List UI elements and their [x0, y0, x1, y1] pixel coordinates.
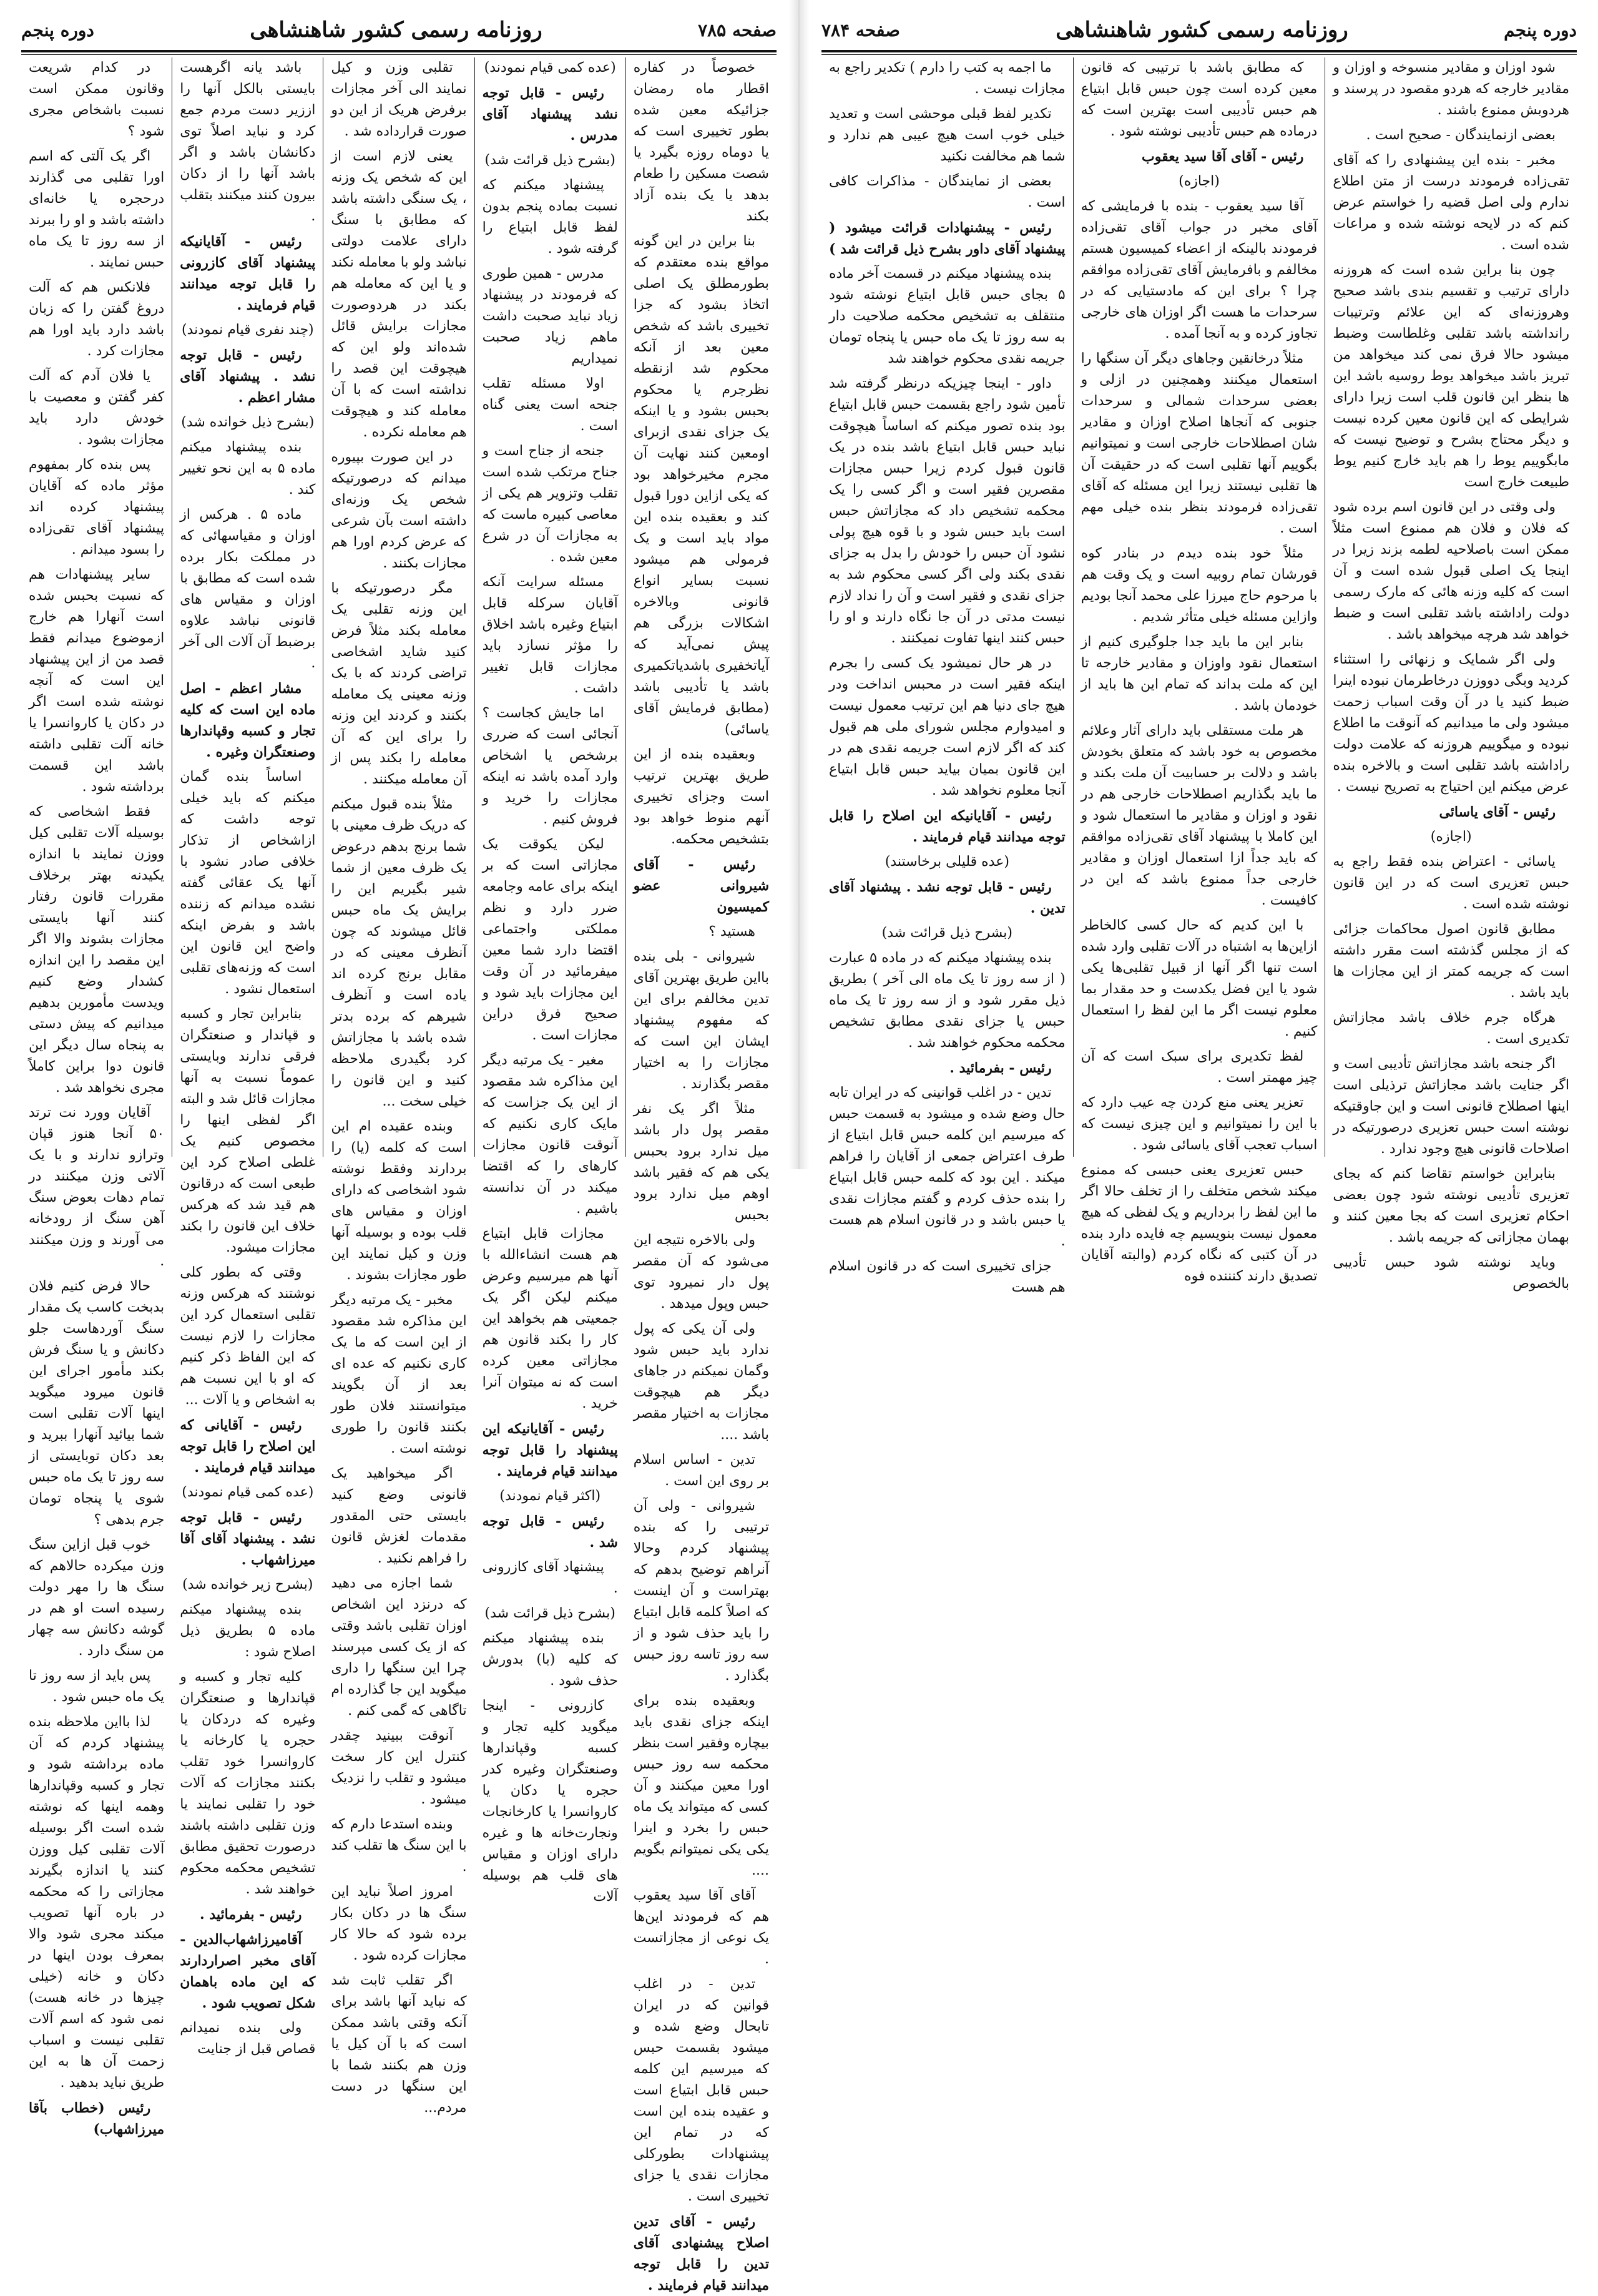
speaker-paragraph: رئیس - آقایانی که این اصلاح را قابل توجه میدانند قیام فرمایند .: [180, 1417, 316, 1476]
text-paragraph: یا فلان آدم که آلت کفر گفتن و معصیت با خودش دارد باید مجازات بشود .: [28, 368, 165, 448]
speaker-paragraph: رئیس - آقایانیکه این پیشنهاد را قابل توجه میدانند قیام فرمایند .: [482, 1421, 618, 1479]
speaker-paragraph: رئیس - آقای تدین اصلاح پیشنهادی آقای تدین را قابل توجه میدانند قیام فرمایند .: [633, 2214, 769, 2294]
stage-note: (چند نفری قیام نمودند): [181, 322, 314, 338]
text-paragraph: با این کدیم که حال کسی کالخاطر ازاین‌ها به اشتباه در آلات تقلبی وارد شده است تنها اگر آنها از قبیل تقلبی‌ها یکی شود یا این فضل یکدست و حد مقدار بما معلوم نیست اگر ما این لفظ را استعمال کنیم .: [1081, 918, 1318, 1039]
left-header-rule-thin: [21, 54, 777, 55]
text-paragraph: مثلاً درخانقین وجاهای دیگر آن سنگها را استعمال میکنند وهمچنین در ازلی و بعضی سرحدات شمالی و سرحدات جنوبی که آنجاها اصلاح اوزان و مقادیر شان اصطلاحات خارجی است و نمیتوانیم بگوییم آنها تقلبی است که در حقیقت آن ها تقلبی نیستند زیرا این مسئله که آقای تقی‌زاده فرمودند بنظر بنده خیلی مهم است .: [1081, 351, 1318, 536]
right-page-column-3: [821, 57, 1073, 1295]
stage-note: (اجازه): [1179, 174, 1220, 189]
text-paragraph: داور - اینجا چیزیکه درنظر گرفته شد تأمین شود راجع بقسمت حبس قابل ابتیاع بود بنده تصور میکنم که اساساً هیچوقت نباید حبس قابل ابتیاع باشد بنده در یک قانون قبول کردم زیرا حبس مجازات مقصرین فقیر است و اگر کسی را یک محکمه تشخیص داد که مجازاتش حبس است باید حبس شود و با قوه هیچ پولی نشود آن حبس را خودش را بدل به جزای نقدی بکند ولی اگر کسی محکوم شد به جزای نقدی و فقیر است و آن را نداد لازم نیست مدتی در آن جا نگاه دارند و او را حبس کنند اینها تفاوت نمیکنند .: [828, 376, 1066, 646]
text-paragraph: بنده پیشنهاد میکنم ماده ۵ بطریق ذیل اصلاح شود :: [180, 1602, 316, 1660]
text-paragraph: اگر یک آلتی که اسم اورا تقلبی می گذارند درحجره یا خانه‌ای داشته باشد و او را ببرند از سه روز تا یک ماه حبس نمایند .: [28, 149, 165, 270]
text-paragraph: که مطابق باشد با ترتیبی که قانون معین کرده است چون حبس قابل ابتیاع هم حبس تأدیبی است بهترین است که درماده هم حبس تأدیبی نوشته شود .: [1081, 60, 1318, 139]
text-paragraph: مدرس - همین طوری که فرمودند در پیشنهاد زیاد نباید صحبت داشت ماهم زیاد صحبت نمیداریم: [482, 266, 618, 366]
text-paragraph: آقایان وورد نت ترتد ۵۰ آنجا هنوز قپان وترازو ندارند و با یک آلاتی وزن میکنند در تمام دهات بعوض سنگ آهن سنگ از رودخانه می آورند و وزن میکنند .: [28, 1105, 165, 1269]
text-paragraph: خوب قبل ازاین سنگ وزن میکرده حالاهم که سنگ ها را مهر دولت رسیده است او هم در گوشه دکانش سه چهار من سنگ دارد .: [28, 1537, 165, 1659]
text-paragraph: پس باید از سه روز تا یک ماه حبس شود .: [28, 1668, 165, 1705]
text-paragraph: وبعقیده بنده از این طریق بهترین ترتیب است وجزای تخییری آنهم منوط خواهد بود بتشخیص محکمه.: [633, 747, 769, 847]
left-page-column-3: [323, 57, 474, 2116]
text-paragraph: آنوقت ببینید چقدر کنترل این کار سخت میشود و تقلب را نزدیک میشود .: [331, 1728, 467, 1807]
text-paragraph: ولی وقتی در این قانون اسم برده شود که فلان و فلان هم ممنوع است مثلاً ممکن است باصلاحیه لطمه بزند زیرا در اینجا یک اصلی قبول شده است و آن است که کلیه وزنه هائی که مارک رسمی دولت راداشته باشد تقلبی است و ضبط خواهد شد هرچه میخواهد باشد .: [1333, 499, 1569, 642]
text-paragraph: اولا مسئله تقلب جنحه است یعنی گناه است .: [482, 376, 618, 434]
right-columns: [821, 57, 1577, 1295]
speaker-paragraph: رئیس - آقایانیکه پیشنهاد آقای کازرونی را قابل توجه میدانند قیام فرمایند .: [180, 233, 316, 313]
text-paragraph: مسئله سرایت آنکه آقایان سرکله قابل ابتیاع وغیره باشد اخلاق را مؤثر نسازد باید مجازات قابل تغییر داشت .: [482, 574, 618, 696]
text-paragraph: اگر میخواهید یک قانونی وضع کنید بایستی حتی المقدور مقدمات لغزش قانون را فراهم نکنید .: [331, 1466, 467, 1566]
speaker-paragraph: رئیس - قابل توجه شد .: [482, 1513, 618, 1551]
text-paragraph: ولی بالاخره نتیجه این می‌شود که آن مقصر پول دار نمیرود توی حبس وپول میدهد .: [633, 1232, 769, 1312]
text-paragraph: اگر جنحه باشد مجازاتش تأدیبی است و اگر جنایت باشد مجازاتش ترذیلی است اینها اصطلاح قانونی است و این جاوقتیکه نوشته است حبس تعزیری درصورتیکه در اصلاحات قانونی هیچ وجود ندارد .: [1333, 1056, 1569, 1157]
text-paragraph: جزای تخییری است که در قانون اسلام هم هست: [828, 1258, 1066, 1295]
text-paragraph: شود اوزان و مقادیر منسوخه و اوزان و مقادیر خارجه که هردو مقصود در پرسند و هردوبش ممنوع باشند .: [1333, 60, 1569, 118]
speaker-paragraph: آقامیرزاشهاب‌الدین - آقای مخبر اصراردارند که این ماده باهمان شکل تصویب شود .: [180, 1931, 316, 2011]
text-paragraph: در کدام شریعت وقانون ممکن است نسبت باشخاص مجری شود ؟: [28, 60, 165, 139]
text-paragraph: بنده پیشنهاد میکنم در قسمت آخر ماده ۵ بجای حبس قابل ابتیاع نوشته شود منتقلف به تشخیص محکمه صلاحیت دار به سه روز تا یک ماه حبس یا پنجاه تومان جریمه نقدی محکوم خواهند شد: [828, 266, 1066, 366]
text-paragraph: پیشنهاد میکنم که نسبت بماده پنجم بدون لفظ قابل ابتیاع را گرفته شود .: [482, 177, 618, 257]
left-header-rule: [21, 50, 777, 52]
text-paragraph: هر ملت مستقلی باید دارای آثار وعلائم مخصوص به خود باشد که متعلق بخودش باشد و دلالت بر حسابیت آن ملت بکند و ما باید بگذاریم اصطلاحات خارجی هم در نقود و اوزان و مقادیر ما استعمال شود و این کاملا با پیشنهاد آقای تقی‌زاده موافقم که باید جداً ازا استعمال اوزان و مقادیر خارجی جداً ممنوع باشد که این در کافیست .: [1081, 723, 1318, 908]
text-paragraph: تدین - در اغلب قوانینی که در ایران تابه حال وضع شده و میشود به قسمت حبس که میرسیم این کلمه حبس قابل ابتیاع از طرف اعتراض جمعی از آقایان را فراهم میکند . این بود که کلمه حبس قابل ابتیاع را بنده حذف کردم و گفتم مجازات نقدی یا حبس باشد و در قانون اسلام هم هست .: [828, 1085, 1066, 1249]
speaker-paragraph: رئیس - آقایانیکه این اصلاح را قابل توجه میدانند قیام فرمایند .: [828, 808, 1066, 845]
text-paragraph: هستید ؟: [708, 924, 755, 939]
stage-note: (عده کمی قیام نمودند): [182, 1484, 314, 1500]
text-paragraph: پس بنده کار بمفهوم مؤثر ماده که آقایان پیشنهاد کرده اند پیشنهاد آقای تقی‌زاده را بسود میدانم .: [28, 457, 165, 557]
text-paragraph: در هر حال نمیشود یک کسی را بجرم اینکه فقیر است در محبس انداخت ودر هیچ جای دنیا هم این ترتیب معمول نیست و امیدوارم مجلس شورای ملی هم قبول کند که اگر لازم است جریمه نقدی هم در این قانون بمیان بیاید حبس قابل ابتیاع آنجا معلوم نخواهد شد .: [828, 655, 1066, 798]
text-paragraph: سایر پیشنهادات هم که نسبت بحبس شده است آنهارا هم خارج ازموضوع میدانم فقط قصد من از این پیشنهاد این است که آنچه نوشته شده است اگر در دکان یا کاروانسرا یا خانه آلت تقلبی داشته باشد این قسمت برداشته شود .: [28, 567, 165, 795]
text-paragraph: شیروانی - ولی آن ترتیبی را که بنده پیشنهاد کردم وحالا آنراهم توضیح بدهم که بهتراست و آن اینست که اصلاً کلمه قابل ابتیاع را باید حذف شود و از سه روز تاسه روز حبس بگذارد .: [633, 1498, 769, 1684]
text-paragraph: تعزیر یعنی منع کردن چه عیب دارد که با این را نمیتوانیم و این چیزی نیست که اسباب تعجب آقای یاسائی شود .: [1081, 1095, 1318, 1153]
text-paragraph: تدین - اساس اسلام بر روی این است .: [633, 1452, 769, 1489]
right-page-column-2: [1073, 57, 1325, 1284]
text-paragraph: بنا براین در این گونه مواقع بنده معتقدم که بطورمطلق یک اصلی اتخاذ بشود که جزا تخییری باشد که شخص معین بعد از آنکه محکوم شد ازنقطه نظرجرم یا محکوم بحبس بشود و یا اینکه یک جزای نقدی ازبرای اومعین کنند نهایت آن مجرم مخیرخواهد بود که یکی ازاین دورا قبول کند و بعقیده بنده این مواد باید است و یک فرمولی هم میشود نسبت بسایر انواع قانونی وبالاخره اشکالات بزرگی هم پیش نمی‌آید که آیاتخفیری باشدیاتکمیری باشد یا تأدیبی باشد (مطابق فرمایش آقای یاسائی): [633, 233, 769, 737]
speaker-paragraph: رئیس - بفرمائید .: [949, 1060, 1052, 1076]
text-paragraph: بنابر این ما باید جدا جلوگیری کنیم از استعمال نقود واوزان و مقادیر خارجه تا این که ملت بداند که تمام این ها باید از خودمان باشد .: [1081, 634, 1318, 714]
right-page-column-1: [1325, 57, 1577, 1292]
book-gutter: [789, 0, 809, 1169]
text-paragraph: مخبر - یک مرتبه دیگر این مذاکره شد مقصود از این است که ما یک کاری نکنیم که عده ای بعد از آن بگویند میتوانستند فلان طور بکنند قانون را طوری نوشته است .: [331, 1292, 467, 1456]
text-paragraph: وبعقیده بنده برای اینکه جزای نقدی باید بیچاره وفقیر است بنظر محکمه سه روز حبس اورا معین میکنند و آن کسی که میتواند یک ماه حبس را بخرد و اینرا یکی یکی نمیتوانم بگویم ....: [633, 1693, 769, 1878]
right-page-number: صفحه ۷۸۴: [821, 19, 900, 41]
text-paragraph: فلانکس هم که آلت دروغ گفتن را که زبان باشد دارد باید اورا هم مجازات کرد .: [28, 280, 165, 359]
speaker-paragraph: رئیس - قابل توجه نشد . پیشنهاد آقای آقا میرزاشهاب .: [180, 1509, 316, 1568]
text-paragraph: خصوصاً در کفاره اقطار ماه رمضان جزائیکه معین شده بطور تخییری است که یا دوماه روزه بگیرد یا شصت مسکین را طعام بدهد یا یک بنده آزاد بکند: [633, 60, 769, 224]
stage-note: (اکثر قیام نمودند): [499, 1488, 601, 1504]
text-paragraph: یعنی لازم است از این که شخص یک وزنه ، یک سنگی داشته باشد که مطابق با سنگ دارای علامت دولتی نباشد ولو با معامله نکند و یا این که معامله هم بکند در هردوصورت مجازات برایش قائل شده‌اند ولو این که هیچوقت این قصد را نداشته است که با آن معامله کند و هیچوقت هم معامله نکرده .: [331, 149, 467, 440]
text-paragraph: تقلبی وزن و کیل نمایند الی آخر مجازات برفرض هریک از این دو صورت قرارداده شد .: [331, 60, 467, 139]
text-paragraph: کازرونی - اینجا میگوید کلیه تجار و کسبه وقپاندارها وصنعتگران وغیره کدر حجره یا دکان یا کاروانسرا یا کارخانجات ونجارت‌خانه ها و غیره دارای اوزان و مقیاس های قلب هم بوسیله آلات: [482, 1698, 618, 1905]
text-paragraph: چون بنا براین شده است که هروزنه دارای ترتیب و تقسیم بندی باشد صحیح وهروزنه‌ای که این علائم وترتیبات رانداشته باشد تقلبی وغلطاست وضبط میشود حالا فرق نمی کند میخواهد من تبریز باشد میخواهد یوط روسیه باشد این ها بنظر این قانون قلب است زیرا دارای شرایطی که این قانون معین کرده نیست و دیگر محتاج بشرح و توضیح نیست که مابگوییم یوط را هم باید خارج کنیم یوط طبیعت خارج است: [1333, 262, 1569, 490]
text-paragraph: بنده پیشنهاد میکنم که در ماده ۵ عبارت ( از سه روز تا یک ماه الی آخر ) بطریق ذیل مقرر شود و از سه روز تا یک ماه حبس یا جزای نقدی مطابق تشخیص محکمه محکوم خواهند شد .: [828, 950, 1066, 1051]
speaker-paragraph: رئیس - پیشنهادات قرائت میشود ( پیشنهاد آقای داور بشرح ذیل قرائت شد ): [828, 220, 1066, 257]
text-paragraph: بعضی ازنمایندگان - صحیح است .: [1366, 127, 1556, 143]
left-page-column-1: [625, 57, 777, 2294]
left-page-number: صفحه ۷۸۵: [698, 19, 777, 41]
text-paragraph: وباید نوشته شود حبس تأدیبی بالخصوص: [1333, 1255, 1569, 1292]
text-paragraph: ولی اگر شمایک و زنهائی را استثناء کردید وبگی دووزن درخاطرمان نبوده اینرا ضبط کنید یا در آن وقت اسباب زحمت میشود ولی ما میدانیم که آنوقت ما اطلاع نبوده و میگوییم هروزنه که علامت دولت راداشته باشد تقلبی است و بالاخره بنده عرض میکنم این احتیاج به تصریح نیست .: [1333, 652, 1569, 795]
speaker-paragraph: رئیس - بفرمائید .: [200, 1906, 302, 1923]
text-paragraph: یاسائی - اعتراض بنده فقط راجع به حبس تعزیری است که در این قانون نوشته شده است .: [1333, 854, 1569, 912]
text-paragraph: فقط اشخاصی که بوسیله آلات تقلبی کیل ووزن نمایند با اندازه یکیدنه بهتر برخلاف مقررات قانون رفتار کنند آنها بایستی مجازات بشوند والا اگر این مقصد را این اندازه کشدار وضع کنیم ویدست مأمورین بدهیم میدانیم که پیش دستی به پنجاه سال دیگر این قانون دوا براین کاملاً مجری نخواهد شد .: [28, 804, 165, 1096]
text-paragraph: اگر تقلب ثابت شد که نباید آنها باشد برای آنکه وقتی باشد ممکن است که با آن کیل یا وزن هم بکنند شما با این سنگها در دست مردم...: [331, 1973, 467, 2116]
stage-note: (عده کمی قیام نمودند): [484, 60, 616, 76]
stage-note: (عده قلیلی برخاستند): [885, 854, 1009, 870]
speaker-paragraph: رئیس - قابل توجه نشد . پیشنهاد آقای مشار اعظم .: [180, 347, 316, 406]
left-page-column-5: [21, 57, 172, 2137]
text-paragraph: وبنده عقیده ام این است که کلمه (یا) را بردارند وفقط نوشته شود اشخاصی که دارای اوزان و مقیاس های قلب بوده و بوسیله آنها وزن و کیل نمایند این طور مجازات بشوند .: [331, 1119, 467, 1283]
text-paragraph: آقای آقا سید یعقوب هم که فرمودند این‌ها یک نوعی از مجازاتست .: [633, 1888, 769, 1967]
text-paragraph: مغیر - یک مرتبه دیگر این مذاکره شد مقصود از این یک جزاست که مایک کاری نکنیم که آنوقت قانون مجازات کارهای را که اقتضا میکند در آن ندانسته باشیم .: [482, 1052, 618, 1217]
text-paragraph: پیشنهاد آقای کازرونی .: [482, 1559, 618, 1596]
left-page-column-4: [172, 57, 323, 2057]
stage-note: (بشرح ذیل قرائت شد): [484, 1606, 615, 1621]
speaker-paragraph: رئیس - آقای آقا سید یعقوب: [1142, 149, 1304, 165]
stage-note: (اجازه): [1430, 829, 1472, 845]
stage-note: (بشرح ذیل قرائت شد): [881, 925, 1012, 941]
stage-note: (بشرح ذیل خوانده شد): [181, 415, 315, 430]
text-paragraph: مخبر - بنده این پیشنهادی را که آقای تقی‌زاده فرمودند درست از متن اطلاع ندارم ولی اصل قضیه را خواستم عرض کنم که در لایحه نوشته شده و مراعات شده است .: [1333, 152, 1570, 253]
left-masthead: [21, 11, 777, 49]
text-paragraph: حالا فرض کنیم فلان بدبخت کاسب یک مقدار سنگ آوردهاست جلو دکانش و یا سنگ فرش بکند مأمور اجرای این قانون میرود میگوید اینها آلات تقلبی است شما بیائید آنهارا ببرید و بعد دکان توبایستی از سه روز تا یک ماه حبس شوی یا پنجاه تومان جرم بدهی ؟: [28, 1278, 165, 1528]
text-paragraph: تکدیر لفظ قبلی موحشی است و تعدید خیلی خوب است هیچ عیبی هم ندارد و شما هم مخالفت نکنید: [828, 106, 1066, 164]
text-paragraph: بعضی از نمایندگان - مذاکرات کافی است .: [828, 174, 1066, 210]
left-page-column-2: [474, 57, 625, 1905]
text-paragraph: ولی آن یکی که پول ندارد باید حبس شود وگمان نمیکنم در جاهای دیگر هم هیچوقت مجازات به اختیار مقصر باشد ....: [633, 1321, 769, 1443]
text-paragraph: بنده پیشنهاد میکنم که کلیه (با) بدورش حذف شود .: [482, 1631, 618, 1689]
text-paragraph: اما جایش کجاست ؟ آنجائی است که ضرری برشخص یا اشخاص وارد آمده باشد نه اینکه مجازات را خرید و فروش کنیم .: [482, 705, 618, 827]
text-paragraph: بنابراین تجار و کسبه و قپاندار و صنعتگران فرقی ندارند وبایستی عموماً نسبت به آنها مجازات قائل شد و البته اگر لفظی اینها را مخصوص کنیم یک غلطی اصلاح کرد این طبعی است که درقانون هم قید شد که هرکس خلاف این قانون را بکند مجازات میشود.: [180, 1006, 316, 1255]
text-paragraph: باشد یانه اگرهست بایستی بالکل آنها را اززیر دست مردم جمع کرد و نباید اصلاً توی دکانشان باشد و اگر باشد آنها را از دکان بیرون کنند میکنند بتقلب .: [180, 60, 316, 224]
text-paragraph: هرگاه جرم خلاف باشد مجازاتش تکدیری است .: [1333, 1010, 1569, 1047]
text-paragraph: وبنده استدعا دارم که با این سنگ ها تقلب کند .: [331, 1817, 467, 1875]
text-paragraph: بنابراین خواستم تقاضا کنم که بجای تعزیری تأدیبی نوشته شود چون بعضی احکام تعزیری است که بجا معین کنند و بهمان مجازاتی که جریمه باشد .: [1333, 1166, 1569, 1245]
text-paragraph: لفظ تکدیری برای سبک است که آن چیز مهمتر است .: [1081, 1049, 1318, 1086]
text-paragraph: آقا سید یعقوب - بنده با فرمایشی که آقای مخبر در جواب آقای تقی‌زاده فرمودند بالینکه از اعضاء کمیسیون هستم مخالفم و بافرمایش آقای تقی‌زاده موافقم چرا ؟ برای این که مادستیایی که در سرحدات ما هست اگر اوزان های خارجی تجاوز کرده و به آنجا آمده .: [1081, 199, 1318, 341]
text-paragraph: وقتی که بطور کلی نوشتند که هرکس وزنه تقلبی استعمال کرد این مجازات را لازم نیست که این الفاظ ذکر کنیم که او با این نسبت هم به اشخاص و یا آلات ...: [180, 1265, 316, 1408]
speaker-paragraph: مشار اعظم - اصل ماده این است که کلیه تجار و کسبه وقپاندارها وصنعتگران وغیره .: [180, 680, 316, 760]
speaker-paragraph: رئیس (خطاب بآقا میرزاشهاب): [28, 2100, 165, 2137]
right-masthead: [821, 11, 1577, 49]
text-paragraph: مگر درصورتیکه با این وزنه تقلبی یک معامله بکند مثلاً فرض کنید شاید اشخاصی تراضی کردند که با یک وزنه معینی یک معامله بکنند و کردند این وزنه را برای این که آن معامله را بکند پس از آن معامله میکنند .: [331, 581, 467, 787]
text-paragraph: مثلاً بنده قبول میکنم که دریک ظرف معینی با شما برنج بدهم درعوض یک ظرف معین از شما شیر بگیریم این را برایش یک ماه حبس قائل میشوند که چون آنظرف معینی که در مقابل برنج کرده اند یاده است و آنظرف شیرهم که برده بدتر شده باشد با مجازاتش کرد بگیدری ملاحظه کنید و این قانون را خیلی سخت ...: [331, 797, 467, 1109]
text-paragraph: جنحه از جناح است و جناح مرتکب شده است تقلب وتزویر هم یکی از معاصی کبیره ماست که به مجازات آن در شرع معین شده .: [482, 443, 618, 565]
text-paragraph: تدین - در اغلب قوانین که در ایران تابحال وضع شده و میشود بقسمت حبس که میرسیم این کلمه حبس قابل ابتیاع است و عقیده بنده این است که در تمام این پیشنهادات بطورکلی مجازات نقدی یا جزای تخییری است .: [633, 1976, 769, 2204]
text-paragraph: اساساً بنده گمان میکنم که باید خیلی توجه داشت که ازاشخاص از تذکار خلافی صادر نشود با آنها یک عقائی گفته نشده میدانم که زننده باشد و بفرض اینکه واضح این قانون این است که وزنه‌های تقلبی استعمال نشود .: [180, 769, 316, 997]
stage-note: (بشرح زیر خوانده شد): [182, 1577, 313, 1592]
speaker-paragraph: رئیس - قابل توجه نشد پیشنهاد آقای مدرس .: [482, 85, 618, 144]
text-paragraph: بنده پیشنهاد میکنم ماده ۵ به این نحو تغییر کند .: [180, 439, 316, 498]
text-paragraph: مثلاً اگر یک نفر مقصر پول دار باشد میل ندارد برود بحبس یکی هم که فقیر باشد اوهم میل ندارد برود بحبس: [633, 1101, 769, 1223]
text-paragraph: مطابق قانون اصول محاکمات جزائی که از مجلس گذشته است مقرر داشته است که جریمه کمتر از این مجازات ها باید باشد .: [1333, 921, 1569, 1001]
text-paragraph: شیروانی - بلی بنده بااین طریق بهترین آقای تدین مخالفم برای این که مفهوم پیشنهاد ایشان این است که مجازات را به اختیار مقصر بگذارند .: [633, 949, 769, 1092]
text-paragraph: لیکن یکوقت یک مجازاتی است که بر اینکه برای عامه وجامعه ضرر دارد و نظم مملکتی واجتماعی اقتضا دارد شما معین میفرمائید در آن وقت این مجازات باید شود و صحیح فرق دراین مجازات است .: [482, 836, 618, 1043]
left-period-label: دوره پنجم: [21, 19, 94, 41]
text-paragraph: در این صورت بپیوره میدانم که درصورتیکه شخص یک وزنه‌ای داشته است بآن شرعی که عرض کردم اورا هم مجازات بکنند .: [331, 449, 467, 571]
text-paragraph: ماده ۵ . هرکس از اوزان و مقیاسهائی که در مملکت بکار برده شده است که مطابق با اوزان و مقیاس های قانونی نباشد علاوه برضبط آن آلات الی آخر .: [180, 507, 316, 671]
text-paragraph: ما اجمه به کتب را دارم ) تکدیر راجع به مجازات نیست .: [828, 60, 1066, 97]
stage-note: (بشرح ذیل قرائت شد): [484, 152, 615, 168]
text-paragraph: کلیه تجار و کسبه و قپاندارها و صنعتگران وغیره که دردکان یا حجره یا کارخانه یا کاروانسرا خود تقلب بکنند مجازات که آلات خود را تقلبی نمایند یا وزن تقلبی داشته باشند درصورت تحقیق مطابق تشخیص محکمه محکوم خواهند شد .: [180, 1669, 316, 1897]
right-header-rule-thin: [821, 54, 1577, 55]
speaker-paragraph: رئیس - آقای یاسائی: [1439, 804, 1556, 820]
speaker-paragraph: رئیس - قابل توجه نشد . پیشنهاد آقای تدین .: [828, 879, 1066, 916]
text-paragraph: مثلاً خود بنده دیدم در بنادر کوه قورشان تمام روبیه است و یک وقت هم با مرحوم حاج میرزا علی محمد آنجا بودیم وازاین مسئله خیلی متأثر شدیم .: [1081, 546, 1318, 625]
right-gazette-title: روزنامه رسمی کشور شاهنشاهی: [1056, 17, 1348, 42]
text-paragraph: مجازات قابل ابتیاع هم هست انشاءالله با آنها هم میرسیم وعرض میکنم لیکن اگر یک جمعیتی هم بخواهد این کار را بکند قانون هم مجازاتی معین کرده است که نه میتوان آنرا خرید .: [482, 1226, 618, 1411]
right-header-rule: [821, 50, 1577, 52]
text-paragraph: لذا بااین ملاحظه بنده پیشنهاد کردم که آن ماده برداشته شود و تجار و کسبه وقپاندارها وهمه اینها که نوشته شده است اگر بوسیله آلات تقلبی کیل ووزن کنند یا اندازه بگیرند مجازاتی را که محکمه در باره آنها تصویب میکند مجری شود والا بمعرف بودن اینها در دکان و خانه (خیلی چیزها در خانه هست) نمی شود که اسم آلات تقلبی نیست و اسباب زحمت آن ها به این طریق نباید بدهید .: [28, 1714, 165, 2091]
speaker-paragraph: رئیس - آقای شیروانی عضو کمیسیون: [633, 856, 769, 915]
text-paragraph: امروز اصلاً نباید این سنگ ها در دکان بکار برده شود که حالا کار مجازات کرده شود .: [331, 1884, 467, 1963]
text-paragraph: ولی بنده نمیدانم قصاص قبل از جنایت: [180, 2020, 316, 2057]
text-paragraph: شما اجازه می دهید که درنزد این اشخاص اوزان تقلبی باشد وقتی که از یک کسی مپرسند چرا این سنگها را داری میگوید این جا گذارده ام تاگاهی که گمی کنم .: [331, 1576, 467, 1719]
left-gazette-title: روزنامه رسمی کشور شاهنشاهی: [250, 17, 542, 42]
right-period-label: دوره پنجم: [1504, 19, 1577, 41]
text-paragraph: حبس تعزیری یعنی حبسی که ممنوع میکند شخص متخلف را از تخلف حالا اگر ما این لفظ را برداریم و یک لفظی که هیچ معمول نیست بنویسیم چه فایده دارد بنده در آن کتبی که نگاه کردم (والبته آقایان تصدیق دارند کنننده فوه: [1081, 1162, 1318, 1284]
left-columns: [21, 57, 777, 2294]
right-page: [809, 0, 1598, 1295]
left-page: [0, 0, 789, 2294]
